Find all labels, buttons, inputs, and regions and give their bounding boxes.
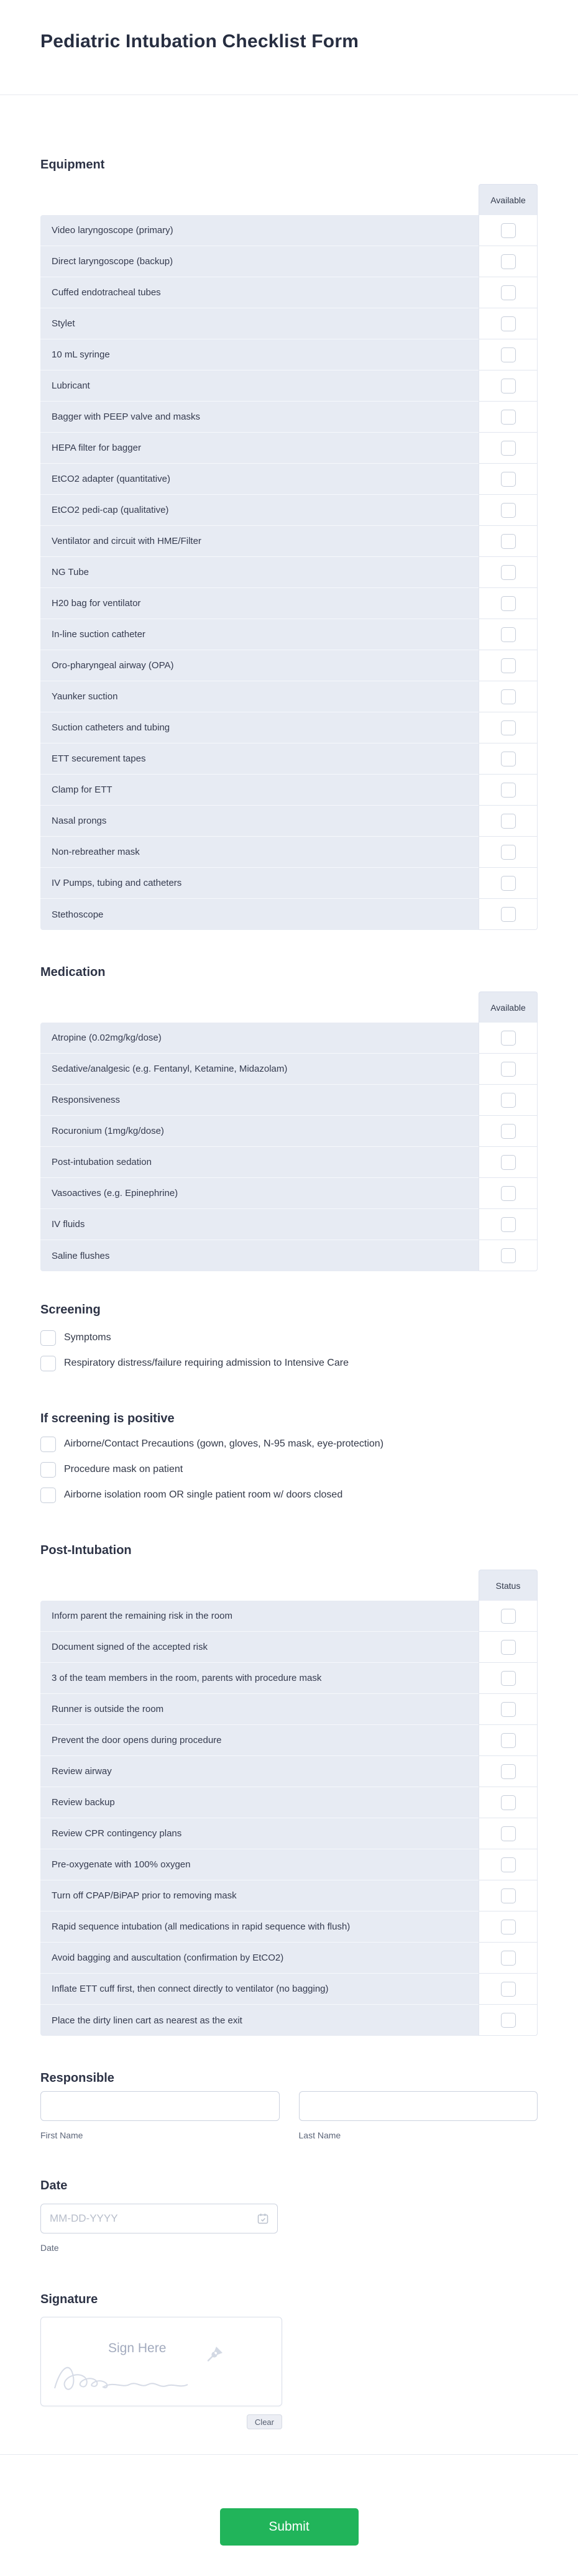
available-checkbox[interactable]	[501, 1031, 516, 1046]
status-checkbox[interactable]	[501, 1764, 516, 1779]
item-label: Post-intubation sedation	[40, 1147, 479, 1178]
date-field	[40, 2204, 278, 2233]
table-row	[40, 1663, 538, 1694]
section-heading-signature: Signature	[40, 2293, 98, 2306]
section-heading-medication: Medication	[40, 965, 106, 979]
form-page	[40, 0, 538, 53]
table-row	[40, 402, 538, 433]
item-label: Stethoscope	[40, 899, 479, 930]
available-checkbox[interactable]	[501, 814, 516, 829]
available-checkbox[interactable]	[501, 1248, 516, 1263]
table-row	[40, 775, 538, 806]
section-heading-date: Date	[40, 2179, 68, 2192]
table-row	[40, 837, 538, 868]
table-row	[40, 464, 538, 495]
checkbox-cell	[479, 339, 538, 370]
page-title: Pediatric Intubation Checklist Form	[40, 31, 359, 52]
status-checkbox[interactable]	[501, 1702, 516, 1717]
checkbox-cell	[479, 1178, 538, 1209]
checkbox-cell	[479, 215, 538, 246]
sign-here-placeholder: Sign Here	[108, 2341, 167, 2355]
status-checkbox[interactable]	[501, 1795, 516, 1810]
checkbox-cell	[479, 1147, 538, 1178]
item-label: Saline flushes	[40, 1240, 479, 1271]
signature-pad[interactable]	[40, 2317, 282, 2406]
available-checkbox[interactable]	[501, 627, 516, 642]
status-checkbox[interactable]	[501, 1920, 516, 1934]
precaution-checkbox[interactable]	[40, 1488, 56, 1503]
table-row	[40, 1147, 538, 1178]
table-row	[40, 1818, 538, 1849]
available-checkbox[interactable]	[501, 410, 516, 425]
checklist-item-label: Airborne/Contact Precautions (gown, gloves, N-95 mask, eye-protection)	[64, 1438, 384, 1449]
available-checkbox[interactable]	[501, 441, 516, 456]
available-checkbox[interactable]	[501, 689, 516, 704]
table-row	[40, 1725, 538, 1756]
item-label: Suction catheters and tubing	[40, 712, 479, 743]
precaution-checkbox[interactable]	[40, 1462, 56, 1478]
screening-positive-checklist	[40, 1436, 538, 1503]
screening-checkbox[interactable]	[40, 1356, 56, 1371]
checkbox-cell	[479, 308, 538, 339]
table-row	[40, 899, 538, 930]
available-checkbox[interactable]	[501, 565, 516, 580]
available-checkbox[interactable]	[501, 596, 516, 611]
checkbox-cell	[479, 806, 538, 837]
post-intubation-table	[40, 1601, 538, 2036]
item-label: Review backup	[40, 1787, 479, 1818]
available-checkbox[interactable]	[501, 658, 516, 673]
available-checkbox[interactable]	[501, 1093, 516, 1108]
status-checkbox[interactable]	[501, 1671, 516, 1686]
status-checkbox[interactable]	[501, 1640, 516, 1655]
checkbox-cell	[479, 681, 538, 712]
last-name-label: Last Name	[298, 2130, 341, 2140]
section-heading-responsible: Responsible	[40, 2071, 114, 2085]
checkbox-cell	[479, 712, 538, 743]
table-row	[40, 1023, 538, 1054]
checklist-item	[40, 1330, 538, 1346]
checkbox-cell	[479, 619, 538, 650]
item-label: Prevent the door opens during procedure	[40, 1725, 479, 1756]
table-row	[40, 495, 538, 526]
checkbox-cell	[479, 1085, 538, 1116]
signature-squiggle	[52, 2353, 239, 2397]
table-row	[40, 339, 538, 370]
item-label: Review CPR contingency plans	[40, 1818, 479, 1849]
checkbox-cell	[479, 1632, 538, 1663]
status-checkbox[interactable]	[501, 1857, 516, 1872]
checkbox-cell	[479, 1116, 538, 1147]
clear-signature-button[interactable]: Clear	[247, 2414, 282, 2429]
submit-row	[40, 2508, 538, 2576]
submit-button[interactable]: Submit	[220, 2508, 359, 2546]
screening-checklist	[40, 1330, 538, 1371]
available-checkbox[interactable]	[501, 534, 516, 549]
equipment-table-header	[40, 184, 538, 215]
item-label: Pre-oxygenate with 100% oxygen	[40, 1849, 479, 1880]
form-footer	[40, 2455, 538, 2576]
item-label: Bagger with PEEP valve and masks	[40, 402, 479, 433]
checkbox-cell	[479, 402, 538, 433]
table-row	[40, 681, 538, 712]
table-row	[40, 1209, 538, 1240]
table-row	[40, 1849, 538, 1880]
table-row	[40, 1632, 538, 1663]
item-label: Inform parent the remaining risk in the room	[40, 1601, 479, 1632]
available-checkbox[interactable]	[501, 720, 516, 735]
available-checkbox[interactable]	[501, 379, 516, 393]
table-row	[40, 526, 538, 557]
medication-table	[40, 1023, 538, 1271]
item-label: 10 mL syringe	[40, 339, 479, 370]
available-checkbox[interactable]	[501, 1186, 516, 1201]
checklist-item	[40, 1355, 538, 1371]
table-row	[40, 806, 538, 837]
available-checkbox[interactable]	[501, 1124, 516, 1139]
checkbox-cell	[479, 1974, 538, 2005]
table-row	[40, 588, 538, 619]
checklist-item-label: Respiratory distress/failure requiring admission to Intensive Care	[64, 1358, 349, 1368]
checkbox-cell	[479, 1023, 538, 1054]
checkbox-cell	[479, 246, 538, 277]
item-label: Runner is outside the room	[40, 1694, 479, 1725]
item-label: Non-rebreather mask	[40, 837, 479, 868]
checklist-item-label: Symptoms	[64, 1332, 111, 1343]
equipment-table	[40, 215, 538, 930]
item-label: Atropine (0.02mg/kg/dose)	[40, 1023, 479, 1054]
item-label: EtCO2 adapter (quantitative)	[40, 464, 479, 495]
table-row	[40, 215, 538, 246]
item-label: Sedative/analgesic (e.g. Fentanyl, Ketamine, Midazolam)	[40, 1054, 479, 1085]
available-checkbox[interactable]	[501, 1062, 516, 1077]
checklist-item-label: Airborne isolation room OR single patient room w/ doors closed	[64, 1489, 343, 1500]
item-label: Rapid sequence intubation (all medications in rapid sequence with flush)	[40, 1911, 479, 1943]
table-row	[40, 1054, 538, 1085]
checklist-item	[40, 1436, 538, 1452]
item-label: In-line suction catheter	[40, 619, 479, 650]
checkbox-cell	[479, 868, 538, 899]
checkbox-cell	[479, 1849, 538, 1880]
status-checkbox[interactable]	[501, 1951, 516, 1966]
available-checkbox[interactable]	[501, 1155, 516, 1170]
item-label: ETT securement tapes	[40, 743, 479, 775]
first-name-label: First Name	[40, 2130, 83, 2140]
item-label: Yaunker suction	[40, 681, 479, 712]
table-row	[40, 743, 538, 775]
table-row	[40, 246, 538, 277]
checkbox-cell	[479, 1694, 538, 1725]
table-row	[40, 1116, 538, 1147]
table-row	[40, 1943, 538, 1974]
checklist-item	[40, 1487, 538, 1503]
table-row	[40, 1240, 538, 1271]
item-label: HEPA filter for bagger	[40, 433, 479, 464]
checkbox-cell	[479, 899, 538, 930]
table-row	[40, 433, 538, 464]
available-checkbox[interactable]	[501, 503, 516, 518]
table-row	[40, 1756, 538, 1787]
item-label: Avoid bagging and auscultation (confirmation by EtCO2)	[40, 1943, 479, 1974]
screening-checkbox[interactable]	[40, 1330, 56, 1346]
table-row	[40, 868, 538, 899]
table-row	[40, 1601, 538, 1632]
table-row	[40, 370, 538, 402]
checkbox-cell	[479, 588, 538, 619]
item-label: Vasoactives (e.g. Epinephrine)	[40, 1178, 479, 1209]
table-row	[40, 557, 538, 588]
item-label: Responsiveness	[40, 1085, 479, 1116]
section-heading-equipment: Equipment	[40, 158, 105, 172]
signature-actions	[40, 2414, 282, 2429]
first-name-input[interactable]	[40, 2091, 280, 2121]
table-row	[40, 1178, 538, 1209]
item-label: Clamp for ETT	[40, 775, 479, 806]
precaution-checkbox[interactable]	[40, 1437, 56, 1452]
item-label: Lubricant	[40, 370, 479, 402]
checkbox-cell	[479, 1601, 538, 1632]
column-header-available: Available	[479, 184, 538, 215]
available-checkbox[interactable]	[501, 752, 516, 766]
form-body	[40, 95, 538, 2429]
status-checkbox[interactable]	[501, 2013, 516, 2028]
table-row	[40, 650, 538, 681]
status-checkbox[interactable]	[501, 1733, 516, 1748]
item-label: Turn off CPAP/BiPAP prior to removing mask	[40, 1880, 479, 1911]
item-label: Oro-pharyngeal airway (OPA)	[40, 650, 479, 681]
available-checkbox[interactable]	[501, 783, 516, 798]
available-checkbox[interactable]	[501, 472, 516, 487]
available-checkbox[interactable]	[501, 1217, 516, 1232]
first-name-field	[40, 2091, 280, 2141]
available-checkbox[interactable]	[501, 845, 516, 860]
column-header-available: Available	[479, 991, 538, 1023]
checkbox-cell	[479, 743, 538, 775]
last-name-field	[299, 2091, 538, 2141]
table-row	[40, 712, 538, 743]
available-checkbox[interactable]	[501, 907, 516, 922]
table-row	[40, 619, 538, 650]
section-heading-screening-positive: If screening is positive	[40, 1412, 175, 1425]
table-row	[40, 1880, 538, 1911]
section-heading-screening: Screening	[40, 1303, 101, 1317]
checklist-item-label: Procedure mask on patient	[64, 1464, 183, 1474]
date-input[interactable]	[40, 2204, 278, 2233]
table-row	[40, 1787, 538, 1818]
item-label: 3 of the team members in the room, parents with procedure mask	[40, 1663, 479, 1694]
medication-table-header	[40, 991, 538, 1023]
item-label: IV Pumps, tubing and catheters	[40, 868, 479, 899]
available-checkbox[interactable]	[501, 285, 516, 300]
status-checkbox[interactable]	[501, 1826, 516, 1841]
item-label: NG Tube	[40, 557, 479, 588]
checkbox-cell	[479, 433, 538, 464]
status-checkbox[interactable]	[501, 1609, 516, 1624]
available-checkbox[interactable]	[501, 876, 516, 891]
post-intubation-table-header	[40, 1570, 538, 1601]
available-checkbox[interactable]	[501, 347, 516, 362]
item-label: Stylet	[40, 308, 479, 339]
checkbox-cell	[479, 526, 538, 557]
checkbox-cell	[479, 495, 538, 526]
checkbox-cell	[479, 1209, 538, 1240]
item-label: Cuffed endotracheal tubes	[40, 277, 479, 308]
status-checkbox[interactable]	[501, 1982, 516, 1997]
item-label: Review airway	[40, 1756, 479, 1787]
item-label: Ventilator and circuit with HME/Filter	[40, 526, 479, 557]
checkbox-cell	[479, 370, 538, 402]
checkbox-cell	[479, 1943, 538, 1974]
item-label: IV fluids	[40, 1209, 479, 1240]
status-checkbox[interactable]	[501, 1888, 516, 1903]
table-row	[40, 1974, 538, 2005]
table-row	[40, 1085, 538, 1116]
table-row	[40, 277, 538, 308]
responsible-fields	[40, 2091, 538, 2141]
item-label: Inflate ETT cuff first, then connect directly to ventilator (no bagging)	[40, 1974, 479, 2005]
checkbox-cell	[479, 837, 538, 868]
item-label: Place the dirty linen cart as nearest as the exit	[40, 2005, 479, 2036]
last-name-input[interactable]	[299, 2091, 538, 2121]
table-row	[40, 2005, 538, 2036]
checkbox-cell	[479, 277, 538, 308]
checkbox-cell	[479, 650, 538, 681]
item-label: Document signed of the accepted risk	[40, 1632, 479, 1663]
checkbox-cell	[479, 1880, 538, 1911]
item-label: Nasal prongs	[40, 806, 479, 837]
available-checkbox[interactable]	[501, 316, 516, 331]
checkbox-cell	[479, 1240, 538, 1271]
available-checkbox[interactable]	[501, 254, 516, 269]
item-label: Video laryngoscope (primary)	[40, 215, 479, 246]
item-label: H20 bag for ventilator	[40, 588, 479, 619]
table-row	[40, 1911, 538, 1943]
date-label: Date	[40, 2243, 59, 2253]
checkbox-cell	[479, 1054, 538, 1085]
table-row	[40, 1694, 538, 1725]
section-heading-post-intubation: Post-Intubation	[40, 1543, 132, 1557]
item-label: EtCO2 pedi-cap (qualitative)	[40, 495, 479, 526]
checkbox-cell	[479, 1663, 538, 1694]
checkbox-cell	[479, 1911, 538, 1943]
item-label: Direct laryngoscope (backup)	[40, 246, 479, 277]
checkbox-cell	[479, 1787, 538, 1818]
item-label: Rocuronium (1mg/kg/dose)	[40, 1116, 479, 1147]
checkbox-cell	[479, 775, 538, 806]
available-checkbox[interactable]	[501, 223, 516, 238]
checkbox-cell	[479, 1818, 538, 1849]
checklist-item	[40, 1461, 538, 1478]
table-row	[40, 308, 538, 339]
checkbox-cell	[479, 557, 538, 588]
column-header-status: Status	[479, 1570, 538, 1601]
checkbox-cell	[479, 1756, 538, 1787]
checkbox-cell	[479, 464, 538, 495]
checkbox-cell	[479, 2005, 538, 2036]
checkbox-cell	[479, 1725, 538, 1756]
